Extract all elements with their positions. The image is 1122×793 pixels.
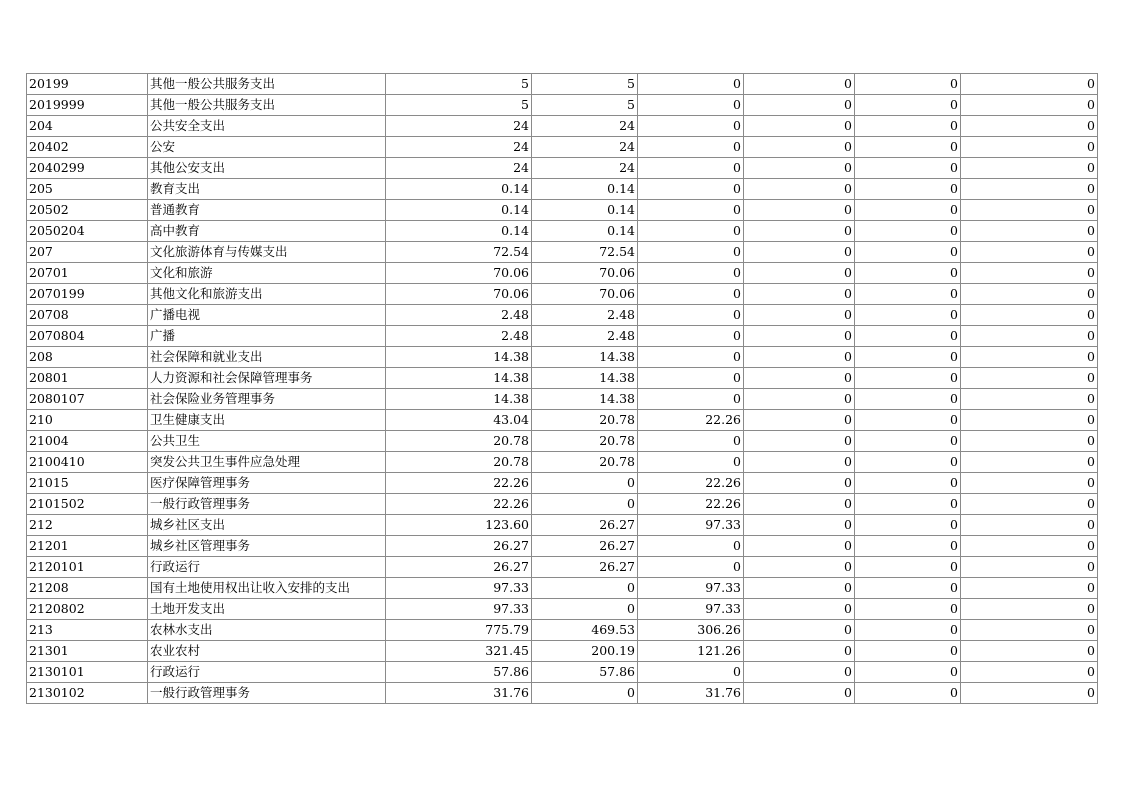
cell-total: 24 bbox=[386, 137, 532, 158]
cell-col-1: 5 bbox=[532, 95, 638, 116]
cell-col-4: 0 bbox=[855, 137, 961, 158]
cell-col-4: 0 bbox=[855, 326, 961, 347]
cell-col-3: 0 bbox=[744, 683, 855, 704]
cell-name: 公共安全支出 bbox=[148, 116, 386, 137]
cell-col-2: 0 bbox=[638, 263, 744, 284]
cell-total: 97.33 bbox=[386, 599, 532, 620]
cell-total: 70.06 bbox=[386, 284, 532, 305]
cell-col-5: 0 bbox=[961, 473, 1098, 494]
cell-col-1: 26.27 bbox=[532, 557, 638, 578]
cell-col-2: 0 bbox=[638, 137, 744, 158]
cell-col-1: 2.48 bbox=[532, 305, 638, 326]
table-row bbox=[27, 683, 1098, 704]
cell-col-1: 14.38 bbox=[532, 347, 638, 368]
cell-code: 2120101 bbox=[27, 557, 148, 578]
cell-col-1: 0 bbox=[532, 473, 638, 494]
cell-col-5: 0 bbox=[961, 305, 1098, 326]
cell-col-5: 0 bbox=[961, 389, 1098, 410]
cell-code: 207 bbox=[27, 242, 148, 263]
cell-name: 其他一般公共服务支出 bbox=[148, 95, 386, 116]
table-row bbox=[27, 305, 1098, 326]
cell-col-1: 70.06 bbox=[532, 263, 638, 284]
cell-col-5: 0 bbox=[961, 620, 1098, 641]
cell-total: 43.04 bbox=[386, 410, 532, 431]
cell-code: 2120802 bbox=[27, 599, 148, 620]
cell-code: 20402 bbox=[27, 137, 148, 158]
cell-col-1: 24 bbox=[532, 137, 638, 158]
cell-name: 国有土地使用权出让收入安排的支出 bbox=[148, 578, 386, 599]
cell-total: 123.60 bbox=[386, 515, 532, 536]
cell-total: 5 bbox=[386, 95, 532, 116]
cell-name: 一般行政管理事务 bbox=[148, 494, 386, 515]
cell-name: 医疗保障管理事务 bbox=[148, 473, 386, 494]
cell-total: 14.38 bbox=[386, 389, 532, 410]
cell-code: 2070804 bbox=[27, 326, 148, 347]
cell-col-1: 0.14 bbox=[532, 179, 638, 200]
cell-col-2: 0 bbox=[638, 158, 744, 179]
cell-code: 2070199 bbox=[27, 284, 148, 305]
cell-col-1: 20.78 bbox=[532, 452, 638, 473]
cell-col-5: 0 bbox=[961, 263, 1098, 284]
cell-col-5: 0 bbox=[961, 410, 1098, 431]
cell-col-4: 0 bbox=[855, 95, 961, 116]
cell-col-5: 0 bbox=[961, 494, 1098, 515]
table-row bbox=[27, 263, 1098, 284]
cell-col-3: 0 bbox=[744, 263, 855, 284]
cell-total: 97.33 bbox=[386, 578, 532, 599]
cell-col-2: 0 bbox=[638, 557, 744, 578]
cell-col-2: 0 bbox=[638, 179, 744, 200]
cell-total: 24 bbox=[386, 116, 532, 137]
cell-col-5: 0 bbox=[961, 137, 1098, 158]
table-row bbox=[27, 116, 1098, 137]
budget-table bbox=[26, 73, 1098, 704]
table-row bbox=[27, 221, 1098, 242]
table-row bbox=[27, 242, 1098, 263]
cell-code: 20708 bbox=[27, 305, 148, 326]
cell-col-1: 200.19 bbox=[532, 641, 638, 662]
table-row bbox=[27, 389, 1098, 410]
cell-col-3: 0 bbox=[744, 284, 855, 305]
table-row bbox=[27, 515, 1098, 536]
cell-total: 0.14 bbox=[386, 200, 532, 221]
cell-total: 0.14 bbox=[386, 179, 532, 200]
cell-col-2: 0 bbox=[638, 221, 744, 242]
cell-col-3: 0 bbox=[744, 641, 855, 662]
cell-code: 21301 bbox=[27, 641, 148, 662]
cell-total: 70.06 bbox=[386, 263, 532, 284]
cell-total: 24 bbox=[386, 158, 532, 179]
cell-col-5: 0 bbox=[961, 284, 1098, 305]
cell-col-3: 0 bbox=[744, 578, 855, 599]
cell-col-2: 0 bbox=[638, 242, 744, 263]
cell-col-5: 0 bbox=[961, 116, 1098, 137]
cell-col-5: 0 bbox=[961, 221, 1098, 242]
cell-col-1: 0 bbox=[532, 494, 638, 515]
cell-name: 广播电视 bbox=[148, 305, 386, 326]
cell-col-5: 0 bbox=[961, 158, 1098, 179]
cell-col-4: 0 bbox=[855, 662, 961, 683]
cell-name: 城乡社区支出 bbox=[148, 515, 386, 536]
cell-col-2: 0 bbox=[638, 95, 744, 116]
cell-col-2: 31.76 bbox=[638, 683, 744, 704]
cell-col-3: 0 bbox=[744, 452, 855, 473]
cell-name: 行政运行 bbox=[148, 557, 386, 578]
cell-col-2: 0 bbox=[638, 326, 744, 347]
cell-col-5: 0 bbox=[961, 515, 1098, 536]
cell-name: 公共卫生 bbox=[148, 431, 386, 452]
cell-code: 21201 bbox=[27, 536, 148, 557]
cell-col-3: 0 bbox=[744, 494, 855, 515]
cell-name: 高中教育 bbox=[148, 221, 386, 242]
cell-code: 204 bbox=[27, 116, 148, 137]
cell-col-5: 0 bbox=[961, 74, 1098, 95]
cell-name: 公安 bbox=[148, 137, 386, 158]
cell-col-3: 0 bbox=[744, 410, 855, 431]
cell-col-4: 0 bbox=[855, 494, 961, 515]
cell-col-4: 0 bbox=[855, 347, 961, 368]
cell-name: 文化和旅游 bbox=[148, 263, 386, 284]
cell-col-2: 0 bbox=[638, 389, 744, 410]
cell-col-4: 0 bbox=[855, 620, 961, 641]
cell-name: 其他公安支出 bbox=[148, 158, 386, 179]
cell-col-3: 0 bbox=[744, 326, 855, 347]
cell-col-1: 0 bbox=[532, 599, 638, 620]
table-row bbox=[27, 431, 1098, 452]
cell-col-1: 469.53 bbox=[532, 620, 638, 641]
cell-col-3: 0 bbox=[744, 137, 855, 158]
cell-total: 31.76 bbox=[386, 683, 532, 704]
cell-total: 20.78 bbox=[386, 431, 532, 452]
table-row bbox=[27, 179, 1098, 200]
cell-col-4: 0 bbox=[855, 452, 961, 473]
cell-col-3: 0 bbox=[744, 368, 855, 389]
cell-col-2: 0 bbox=[638, 305, 744, 326]
cell-code: 2040299 bbox=[27, 158, 148, 179]
cell-col-5: 0 bbox=[961, 347, 1098, 368]
cell-col-2: 0 bbox=[638, 347, 744, 368]
cell-col-4: 0 bbox=[855, 599, 961, 620]
table-row bbox=[27, 578, 1098, 599]
cell-col-1: 20.78 bbox=[532, 431, 638, 452]
cell-col-2: 97.33 bbox=[638, 515, 744, 536]
cell-total: 20.78 bbox=[386, 452, 532, 473]
cell-total: 14.38 bbox=[386, 368, 532, 389]
cell-col-4: 0 bbox=[855, 116, 961, 137]
cell-col-4: 0 bbox=[855, 389, 961, 410]
cell-name: 农业农村 bbox=[148, 641, 386, 662]
cell-col-3: 0 bbox=[744, 158, 855, 179]
cell-code: 20701 bbox=[27, 263, 148, 284]
cell-total: 5 bbox=[386, 74, 532, 95]
cell-col-4: 0 bbox=[855, 284, 961, 305]
cell-col-2: 0 bbox=[638, 536, 744, 557]
cell-col-1: 0 bbox=[532, 578, 638, 599]
cell-col-4: 0 bbox=[855, 305, 961, 326]
cell-col-2: 22.26 bbox=[638, 473, 744, 494]
cell-col-3: 0 bbox=[744, 515, 855, 536]
cell-col-4: 0 bbox=[855, 578, 961, 599]
cell-total: 2.48 bbox=[386, 305, 532, 326]
cell-col-2: 0 bbox=[638, 116, 744, 137]
table-row bbox=[27, 641, 1098, 662]
cell-code: 2130101 bbox=[27, 662, 148, 683]
cell-name: 一般行政管理事务 bbox=[148, 683, 386, 704]
cell-col-5: 0 bbox=[961, 578, 1098, 599]
table-row bbox=[27, 347, 1098, 368]
cell-name: 社会保险业务管理事务 bbox=[148, 389, 386, 410]
cell-col-5: 0 bbox=[961, 431, 1098, 452]
cell-col-5: 0 bbox=[961, 662, 1098, 683]
cell-col-1: 20.78 bbox=[532, 410, 638, 431]
cell-col-1: 24 bbox=[532, 158, 638, 179]
cell-col-4: 0 bbox=[855, 242, 961, 263]
cell-total: 14.38 bbox=[386, 347, 532, 368]
table-row bbox=[27, 536, 1098, 557]
cell-col-3: 0 bbox=[744, 536, 855, 557]
cell-col-5: 0 bbox=[961, 536, 1098, 557]
cell-col-1: 0 bbox=[532, 683, 638, 704]
cell-col-3: 0 bbox=[744, 95, 855, 116]
cell-col-4: 0 bbox=[855, 473, 961, 494]
cell-code: 2101502 bbox=[27, 494, 148, 515]
cell-code: 21208 bbox=[27, 578, 148, 599]
cell-code: 208 bbox=[27, 347, 148, 368]
cell-name: 广播 bbox=[148, 326, 386, 347]
cell-total: 0.14 bbox=[386, 221, 532, 242]
cell-col-3: 0 bbox=[744, 74, 855, 95]
cell-col-4: 0 bbox=[855, 431, 961, 452]
table-row bbox=[27, 494, 1098, 515]
cell-col-3: 0 bbox=[744, 347, 855, 368]
cell-total: 57.86 bbox=[386, 662, 532, 683]
cell-col-2: 22.26 bbox=[638, 494, 744, 515]
cell-total: 2.48 bbox=[386, 326, 532, 347]
cell-col-5: 0 bbox=[961, 557, 1098, 578]
table-row bbox=[27, 557, 1098, 578]
table-row bbox=[27, 452, 1098, 473]
cell-col-5: 0 bbox=[961, 179, 1098, 200]
cell-col-3: 0 bbox=[744, 599, 855, 620]
table-row bbox=[27, 662, 1098, 683]
cell-code: 20801 bbox=[27, 368, 148, 389]
cell-code: 210 bbox=[27, 410, 148, 431]
table-row bbox=[27, 473, 1098, 494]
cell-total: 26.27 bbox=[386, 557, 532, 578]
cell-col-1: 2.48 bbox=[532, 326, 638, 347]
cell-col-3: 0 bbox=[744, 116, 855, 137]
cell-col-3: 0 bbox=[744, 389, 855, 410]
cell-name: 土地开发支出 bbox=[148, 599, 386, 620]
table-row bbox=[27, 326, 1098, 347]
cell-name: 文化旅游体育与传媒支出 bbox=[148, 242, 386, 263]
cell-col-5: 0 bbox=[961, 683, 1098, 704]
cell-name: 城乡社区管理事务 bbox=[148, 536, 386, 557]
table-row bbox=[27, 368, 1098, 389]
cell-col-2: 0 bbox=[638, 452, 744, 473]
cell-col-1: 0.14 bbox=[532, 200, 638, 221]
cell-col-3: 0 bbox=[744, 200, 855, 221]
cell-col-4: 0 bbox=[855, 683, 961, 704]
cell-name: 其他文化和旅游支出 bbox=[148, 284, 386, 305]
cell-col-1: 26.27 bbox=[532, 536, 638, 557]
table-row bbox=[27, 200, 1098, 221]
cell-col-1: 14.38 bbox=[532, 389, 638, 410]
cell-col-5: 0 bbox=[961, 326, 1098, 347]
cell-name: 教育支出 bbox=[148, 179, 386, 200]
table-row bbox=[27, 284, 1098, 305]
table-row bbox=[27, 620, 1098, 641]
cell-col-1: 0.14 bbox=[532, 221, 638, 242]
cell-col-1: 14.38 bbox=[532, 368, 638, 389]
cell-col-2: 0 bbox=[638, 431, 744, 452]
cell-col-3: 0 bbox=[744, 473, 855, 494]
cell-total: 775.79 bbox=[386, 620, 532, 641]
cell-col-5: 0 bbox=[961, 599, 1098, 620]
cell-col-5: 0 bbox=[961, 452, 1098, 473]
cell-code: 21015 bbox=[27, 473, 148, 494]
table-row bbox=[27, 74, 1098, 95]
cell-col-5: 0 bbox=[961, 95, 1098, 116]
cell-name: 人力资源和社会保障管理事务 bbox=[148, 368, 386, 389]
cell-name: 其他一般公共服务支出 bbox=[148, 74, 386, 95]
cell-col-5: 0 bbox=[961, 242, 1098, 263]
cell-col-2: 0 bbox=[638, 284, 744, 305]
cell-col-3: 0 bbox=[744, 242, 855, 263]
cell-col-4: 0 bbox=[855, 158, 961, 179]
cell-col-5: 0 bbox=[961, 641, 1098, 662]
table-row bbox=[27, 158, 1098, 179]
cell-total: 22.26 bbox=[386, 494, 532, 515]
cell-name: 突发公共卫生事件应急处理 bbox=[148, 452, 386, 473]
cell-name: 普通教育 bbox=[148, 200, 386, 221]
cell-col-2: 97.33 bbox=[638, 599, 744, 620]
cell-col-1: 57.86 bbox=[532, 662, 638, 683]
cell-col-5: 0 bbox=[961, 200, 1098, 221]
cell-col-2: 0 bbox=[638, 74, 744, 95]
table-body bbox=[27, 74, 1098, 704]
cell-col-2: 121.26 bbox=[638, 641, 744, 662]
cell-total: 22.26 bbox=[386, 473, 532, 494]
cell-name: 农林水支出 bbox=[148, 620, 386, 641]
cell-col-4: 0 bbox=[855, 536, 961, 557]
cell-col-3: 0 bbox=[744, 662, 855, 683]
cell-col-3: 0 bbox=[744, 620, 855, 641]
cell-name: 卫生健康支出 bbox=[148, 410, 386, 431]
cell-col-3: 0 bbox=[744, 179, 855, 200]
cell-code: 213 bbox=[27, 620, 148, 641]
cell-col-4: 0 bbox=[855, 263, 961, 284]
cell-col-2: 0 bbox=[638, 200, 744, 221]
cell-code: 2130102 bbox=[27, 683, 148, 704]
table-row bbox=[27, 95, 1098, 116]
cell-total: 321.45 bbox=[386, 641, 532, 662]
cell-name: 行政运行 bbox=[148, 662, 386, 683]
cell-col-1: 24 bbox=[532, 116, 638, 137]
cell-code: 205 bbox=[27, 179, 148, 200]
cell-col-1: 26.27 bbox=[532, 515, 638, 536]
cell-col-4: 0 bbox=[855, 515, 961, 536]
cell-col-3: 0 bbox=[744, 305, 855, 326]
cell-name: 社会保障和就业支出 bbox=[148, 347, 386, 368]
table-row bbox=[27, 137, 1098, 158]
cell-code: 2100410 bbox=[27, 452, 148, 473]
cell-col-3: 0 bbox=[744, 221, 855, 242]
cell-col-4: 0 bbox=[855, 74, 961, 95]
cell-total: 72.54 bbox=[386, 242, 532, 263]
table-row bbox=[27, 599, 1098, 620]
cell-col-2: 22.26 bbox=[638, 410, 744, 431]
cell-total: 26.27 bbox=[386, 536, 532, 557]
cell-col-2: 306.26 bbox=[638, 620, 744, 641]
cell-col-4: 0 bbox=[855, 179, 961, 200]
cell-col-4: 0 bbox=[855, 221, 961, 242]
cell-col-5: 0 bbox=[961, 368, 1098, 389]
cell-code: 21004 bbox=[27, 431, 148, 452]
cell-col-1: 70.06 bbox=[532, 284, 638, 305]
cell-col-4: 0 bbox=[855, 200, 961, 221]
cell-code: 20199 bbox=[27, 74, 148, 95]
cell-col-4: 0 bbox=[855, 368, 961, 389]
cell-col-2: 0 bbox=[638, 662, 744, 683]
cell-code: 2050204 bbox=[27, 221, 148, 242]
cell-col-2: 0 bbox=[638, 368, 744, 389]
cell-col-4: 0 bbox=[855, 641, 961, 662]
cell-col-4: 0 bbox=[855, 410, 961, 431]
cell-code: 212 bbox=[27, 515, 148, 536]
cell-code: 20502 bbox=[27, 200, 148, 221]
cell-col-1: 72.54 bbox=[532, 242, 638, 263]
cell-col-4: 0 bbox=[855, 557, 961, 578]
cell-col-2: 97.33 bbox=[638, 578, 744, 599]
cell-code: 2019999 bbox=[27, 95, 148, 116]
cell-col-3: 0 bbox=[744, 557, 855, 578]
cell-col-1: 5 bbox=[532, 74, 638, 95]
table-row bbox=[27, 410, 1098, 431]
cell-code: 2080107 bbox=[27, 389, 148, 410]
cell-col-3: 0 bbox=[744, 431, 855, 452]
